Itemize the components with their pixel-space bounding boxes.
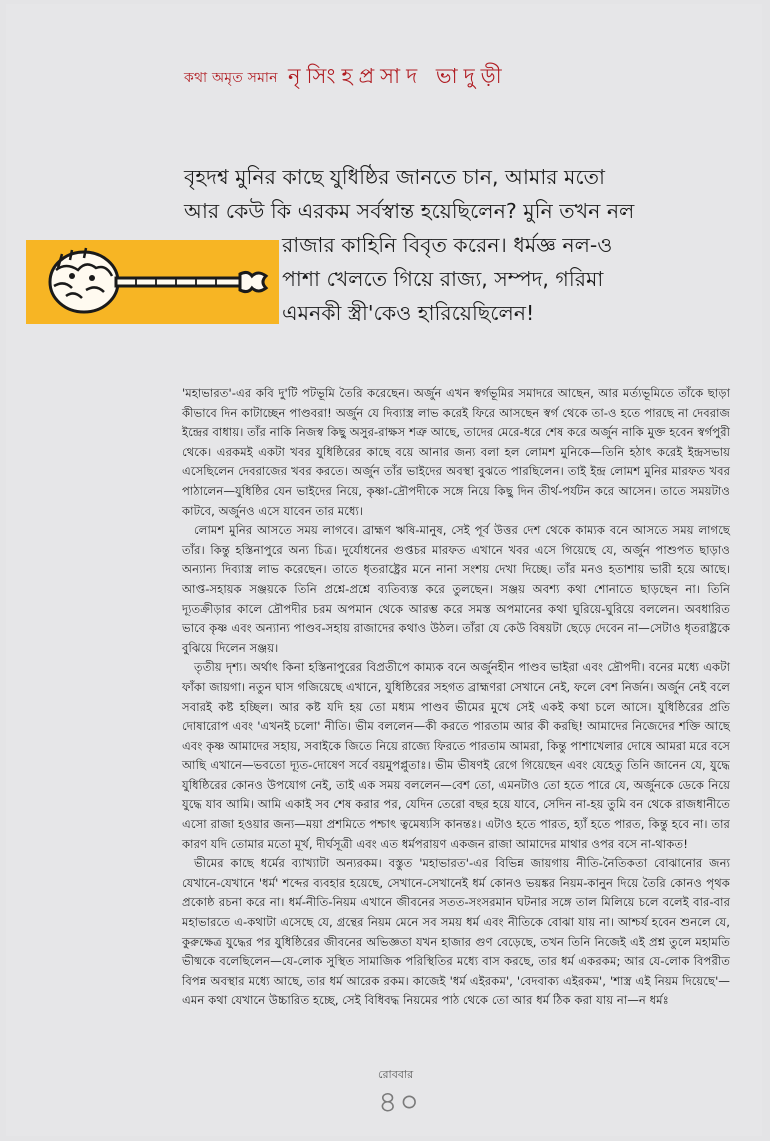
magazine-name: রোববার [378, 1068, 414, 1081]
author-name: নৃসিংহপ্রসাদ ভাদুড়ী [288, 64, 508, 88]
intro-line: বৃহদশ্ব মুনির কাছে যুধিষ্ঠির জানতে চান, আমার মতো [184, 165, 605, 189]
body-paragraph: 'মহাভারত'-এর কবি দু'টি পটভূমি তৈরি করেছেন। অর্জুন এখন স্বর্গভূমির সমাদরে আছেন, আর মর্ত্যভূমিতে তাঁকে ছাড়া কীভাবে দিন কাটাচ্ছেন পাণ্ডবরা! অর্জুন যে দিব্যাস্ত্র লাভ করেই ফিরে আসছেন স্বর্গ থেকে তা-ও হতে পারছে না দেবরাজ ইন্দ্রের বাধায়। তাঁর নাকি নিজস্ব কিছু অসুর-রাক্ষস শত্রু আছে, তাদের মেরে-ধরে শেষ করে অর্জুন নাকি মুক্ত হবেন স্বর্গপুরী থেকে। এরকমই একটা খবর যুধিষ্ঠিরের কাছে বয়ে আনার জন্য বলা হল লোমশ মুনিকে—তিনি হঠাৎ করেই ইন্দ্রসভায় এসেছিলেন দেবরাজের খবর করতে। অর্জুন তাঁর ভাইদের অবস্থা বুঝতে পারছিলেন। তাই ইন্দ্র লোমশ মুনির মারফত খবর পাঠালেন—যুধিষ্ঠির যেন ভাইদের নিয়ে, কৃষ্ণা-দ্রৌপদীকে সঙ্গে নিয়ে কিছু দিন তীর্থ-পর্যটন করে আসেন। তাতে সময়টাও কাটবে, অর্জুনও এসে যাবেন তার মধ্যে। [182, 386, 730, 518]
body-paragraph: তৃতীয় দৃশ্য। অর্থাৎ কিনা হস্তিনাপুরের বিপ্রতীপে কাম্যক বনে অর্জুনহীন পাণ্ডব ভাইরা এবং দ্রৌপদী। বনের মধ্যে একটা ফাঁকা জায়গা। নতুন ঘাস গজিয়েছে এখানে, যুধিষ্ঠিরের সহগত ব্রাহ্মণরা সেখানে নেই, ফলে বেশ নির্জন। অর্জুন নেই বলে সবারই কষ্ট হচ্ছিল। আর কষ্ট যদি হয় তো মধ্যম পাণ্ডব ভীমের মুখে সেই একই কথা চলে আসে। যুধিষ্ঠিরের প্রতি দোষারোপ এবং 'এখনই চলো' নীতি। ভীম বললেন—কী করতে পারতাম আর কী করছি! আমাদের নিজেদের শক্তি আছে এবং কৃষ্ণ আমাদের সহায়, সবাইকে জিতে নিয়ে রাজ্যে ফিরতে পারতাম আমরা, কিন্তু পাশাখেলার দোষে আমরা মরে বসে আছি এখানে—ভবতো দ্যূত-দোষেণ সর্বে বয়মুপপ্লুতাঃ। ভীম ভীষণই রেগে গিয়েছেন এবং যেহেতু তিনি জানেন যে, যুদ্ধে যুধিষ্ঠিরের কোনও উপযোগ নেই, তাই এক সময় বললেন—বেশ তো, এমনটাও তো হতে পারে যে, অর্জুনকে ডেকে নিয়ে যুদ্ধে যাব আমি। আমি একাই সব শেষ করার পর, যেদিন তেরো বছর হয়ে যাবে, সেদিন না-হয় তুমি বন থেকে রাজধানীতে এসো রাজা হওয়ার জন্য—ময়া প্রশমিতে পশ্চাৎ ত্বমেষ্যসি কানন্তঃ। এটাও হতে পারত, হ্যাঁ হতে পারত, কিন্তু হবে না। তার কারণ যদি তোমার মতো মূর্খ, দীর্ঘসূত্রী এবং এত ধর্মপরায়ণ একজন রাজা আমাদের মাথার ওপর বসে না-থাকত! [182, 660, 730, 851]
intro-line: এমনকী স্ত্রী'কেও হারিয়েছিলেন! [282, 301, 535, 325]
page-number: ৪০ [378, 1085, 421, 1120]
body-paragraph: ভীমের কাছে ধর্মের ব্যাখ্যাটা অন্যরকম। বস্তুত 'মহাভারত'-এর বিভিন্ন জায়গায় নীতি-নৈতিকতা বোঝানোর জন্য যেখানে-যেখানে 'ধর্ম' শব্দের ব্যবহার হয়েছে, সেখানে-সেখানেই ধর্ম কোনও ভয়ঙ্কর নিয়ম-কানুন দিয়ে তৈরি কোনও পৃথক প্রকোষ্ঠ রচনা করে না। ধর্ম-নীতি-নিয়ম এখানে জীবনের সতত-সংসরমান ঘটনার সঙ্গে তাল মিলিয়ে চলে বলেই বার-বার মহাভারতে এ-কথাটা এসেছে যে, গ্রন্থের নিয়ম মেনে সব সময় ধর্ম এবং নীতিকে বোঝা যায় না। আশ্চর্য হবেন শুনলে যে, কুরুক্ষেত্র যুদ্ধের পর যুধিষ্ঠিরের জীবনের অভিজ্ঞতা যখন হাজার গুণ বেড়েছে, তখন তিনি নিজেই এই প্রশ্ন তুলে মহামতি ভীষ্মকে বলেছিলেন—যে-লোক সুস্থিত সামাজিক পরিস্থিতির মধ্যে বাস করছে, তার ধর্ম একরকম; আর যে-লোক বিপরীত বিপন্ন অবস্থার মধ্যে আছে, তার ধর্ম আরেক রকম। কাজেই 'ধর্ম এইরকম', 'বেদবাক্য এইরকম', 'শাস্ত্র এই নিয়ম দিয়েছে'—এমন কথা যেখানে উচ্চারিত হচ্ছে, সেই বিধিবদ্ধ নিয়মের পাঠ থেকে তো আর ধর্ম ঠিক করা যায় না—ন ধর্মঃ [182, 856, 730, 1008]
series-title: কথা অমৃত সমান [184, 70, 278, 86]
body-paragraph: লোমশ মুনির আসতে সময় লাগবে। ব্রাহ্মণ ঋষি-মানুষ, সেই পূর্ব উত্তর দেশ থেকে কাম্যক বনে আসতে সময় লাগছে তাঁর। কিন্তু হস্তিনাপুরে অন্য চিত্র। দুর্যোধনের গুপ্তচর মারফত এখানে খবর এসে গিয়েছে যে, অর্জুন পাশুপত ছাড়াও অন্যান্য দিব্যাস্ত্র লাভ করেছেন। তাতে ধৃতরাষ্ট্রের মনে নানা সংশয় দেখা দিচ্ছে। তাঁর মনও হতাশায় ভারী হয়ে আছে। আপ্ত-সহায়ক সঞ্জয়কে তিনি প্রশ্নে-প্রশ্নে ব্যতিব্যস্ত করে তুলছেন। সঞ্জয় অবশ্য কথা শোনাতে ছাড়ছেন না। তিনি দ্যূতক্রীড়ার কালে দ্রৌপদীর চরম অপমান থেকে আরম্ভ করে সমস্ত অপমানের কথা ঘুরিয়ে-ঘুরিয়ে বললেন। অবধারিত ভাবে কৃষ্ণ এবং অন্যান্য পাণ্ডব-সহায় রাজাদের কথাও উঠল। তাঁরা যে কেউ বিষয়টা ছেড়ে দেবেন না—সেটাও ধৃতরাষ্ট্রকে বুঝিয়ে দিলেন সঞ্জয়। [182, 523, 730, 655]
magazine-page [6, 4, 762, 1136]
intro-line: পাশা খেলতে গিয়ে রাজ্য, সম্পদ, গরিমা [282, 267, 604, 291]
article-body [182, 384, 730, 1011]
intro-line: আর কেউ কি এরকম সর্বস্বান্ত হয়েছিলেন? মুনি তখন নল [184, 199, 635, 223]
mace-icon [26, 240, 279, 324]
illustration-box [26, 240, 279, 324]
intro-line: রাজার কাহিনি বিবৃত করেন। ধর্মজ্ঞ নল-ও [282, 233, 613, 257]
